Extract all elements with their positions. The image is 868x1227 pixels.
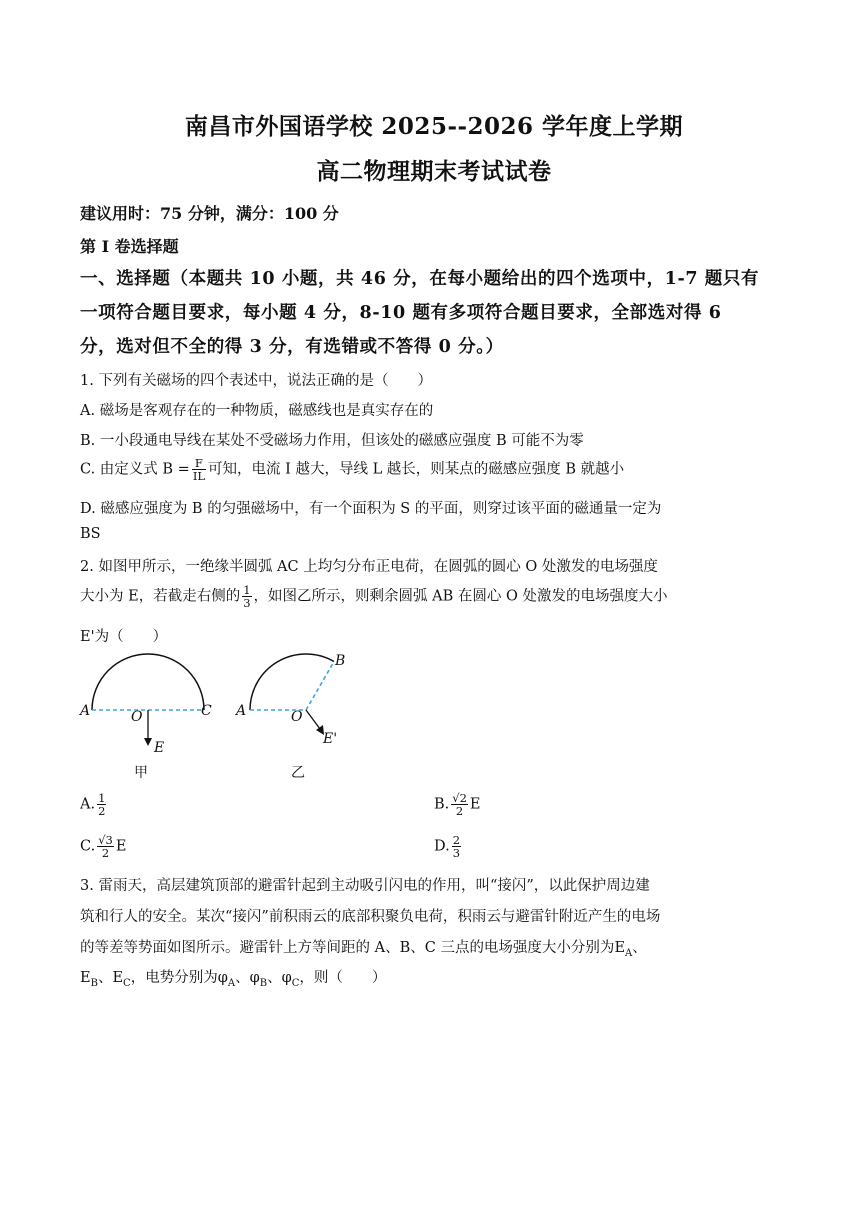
q2-option-b	[434, 792, 481, 817]
section1-instructions-line1: 一、选择题（本题共 10 小题，共 46 分，在每小题给出的四个选项中，1-7 题只有	[80, 269, 760, 289]
q3-stem-line3	[80, 936, 647, 959]
q2-option-d-denominator: 3	[452, 846, 461, 860]
semicircle-arc-ac	[92, 654, 204, 710]
q3-symbol-phib-sub: B	[259, 977, 268, 989]
q3-symbol-phib: φ	[249, 970, 260, 986]
q1-option-a: A. 磁场是客观存在的一种物质，磁感线也是真实存在的	[80, 403, 434, 419]
q1-option-c-suffix: 可知，电流 I 越大，导线 L 越长，则某点的磁感应强度 B 就越小	[208, 461, 625, 478]
q3-symbol-ea-sub: A	[625, 947, 633, 959]
q1-option-b: B. 一小段通电导线在某处不受磁场力作用，但该处的磁感应强度 B 可能不为零	[80, 433, 584, 449]
exam-title-line1: 南昌市外国语学校 2025--2026 学年度上学期	[184, 113, 684, 140]
radius-ob-dashed	[306, 662, 334, 711]
section1-instructions-line2: 一项符合题目要求，每小题 4 分，8-10 题有多项符合题目要求，全部选对得 6	[80, 303, 722, 323]
q3-line4-end: ，则（ ）	[299, 970, 387, 986]
q2-option-b-denominator: 2	[455, 804, 464, 818]
q2-option-c-fraction	[97, 834, 114, 859]
fig-yi-label-b: B	[335, 653, 346, 669]
q3-symbol-phic-sub: C	[291, 977, 300, 989]
q2-fraction-numerator: 1	[243, 583, 251, 597]
q3-sep-1: 、	[97, 970, 113, 986]
q3-stem-line1: 3. 雷雨天，高层建筑顶部的避雷针起到主动吸引闪电的作用，叫“接闪”，以此保护周边建	[80, 878, 650, 894]
q1-option-c	[80, 457, 624, 482]
q2-stem-line2	[80, 584, 667, 609]
q3-symbol-eb-sub: B	[90, 977, 98, 989]
q2-fraction	[242, 584, 251, 609]
q2-option-a-denominator: 2	[98, 804, 106, 818]
field-vector-e-arrowhead	[144, 738, 152, 746]
q3-symbol-ec: E	[112, 970, 124, 986]
q2-option-a-fraction	[97, 792, 106, 817]
q1-formula-denominator: IL	[192, 469, 206, 483]
q3-symbol-ec-sub: C	[123, 977, 131, 989]
q2-option-d-numerator: 2	[452, 833, 461, 847]
q1-stem: 1. 下列有关磁场的四个表述中，说法正确的是（ ）	[80, 373, 432, 389]
q3-stem-line4	[80, 966, 386, 989]
q2-option-c-suffix: E	[115, 838, 127, 855]
q3-line3-text: 的等差等势面如图所示。避雷针上方等间距的 A、B、C 三点的电场强度大小分别为	[80, 940, 615, 956]
q3-stem-line2: 筑和行人的安全。某次“接闪”前积雨云的底部积聚负电荷，积雨云与避雷针附近产生的电场	[80, 909, 661, 925]
q2-option-d-fraction	[452, 834, 461, 859]
q2-option-b-label: B.	[434, 796, 450, 813]
q2-stem-line1: 2. 如图甲所示，一绝缘半圆弧 AC 上均匀分布正电荷，在圆弧的圆心 O 处激发的电场强度	[80, 559, 658, 575]
q2-option-d	[434, 834, 463, 859]
q2-option-c	[80, 834, 126, 859]
q2-stem-line2-suffix: ，如图乙所示，则剩余圆弧 AB 在圆心 O 处激发的电场强度大小	[253, 588, 668, 605]
fig-jia-label-e: E	[154, 740, 165, 756]
fig-jia-label-o: O	[131, 709, 143, 725]
q2-option-b-numerator: √2	[452, 791, 467, 805]
q3-line4-mid: ，电势分别为	[130, 970, 218, 986]
fig-jia-label-c: C	[201, 703, 212, 719]
part-label: 第 I 卷选择题	[80, 237, 179, 256]
q3-symbol-ea: E	[614, 940, 626, 956]
q3-sep-3: 、	[267, 970, 282, 986]
fig-yi-label-a: A	[236, 703, 247, 719]
q3-symbol-eb: E	[80, 970, 91, 986]
q3-symbol-phia-sub: A	[227, 977, 236, 989]
q2-option-a-numerator: 1	[98, 791, 106, 805]
figure-jia	[80, 650, 220, 760]
q3-sep-2: 、	[235, 970, 250, 986]
fig-yi-label-o: O	[291, 709, 303, 725]
q3-line3-end: 、	[632, 940, 647, 956]
q1-formula-numerator: F	[192, 457, 206, 470]
field-vector-e-prime-line	[306, 710, 320, 729]
q1-option-c-prefix: C. 由定义式 B =	[80, 461, 190, 478]
q3-symbol-phic: φ	[281, 970, 292, 986]
q1-option-d-line1: D. 磁感应强度为 B 的匀强磁场中，有一个面积为 S 的平面，则穿过该平面的磁通量一定为	[80, 501, 662, 517]
fig-yi-caption: 乙	[291, 765, 305, 781]
fig-jia-label-a: A	[80, 703, 91, 719]
q2-option-c-numerator: √3	[98, 833, 113, 847]
q2-option-a-label: A.	[80, 796, 96, 813]
q2-stem-line3: E'为（ ）	[80, 629, 168, 645]
q2-option-a	[80, 792, 108, 817]
q2-option-d-label: D.	[434, 838, 450, 855]
q2-fraction-denominator: 3	[243, 596, 251, 610]
q2-stem-line2-prefix: 大小为 E，若截走右侧的	[80, 588, 241, 605]
q2-option-c-label: C.	[80, 838, 96, 855]
q2-option-b-fraction	[451, 792, 468, 817]
q3-symbol-phia: φ	[217, 970, 228, 986]
fig-jia-caption: 甲	[134, 765, 148, 781]
q1-option-d-line2: BS	[80, 526, 101, 542]
exam-title-line2: 高二物理期末考试试卷	[316, 158, 552, 185]
q1-formula-fraction	[192, 457, 206, 482]
q2-option-c-denominator: 2	[101, 846, 110, 860]
fig-yi-label-e-prime: E'	[323, 731, 338, 747]
section1-instructions-line3: 分，选对但不全的得 3 分，有选错或不答得 0 分。）	[80, 337, 504, 357]
time-info: 建议用时：75 分钟，满分：100 分	[80, 204, 339, 223]
q2-option-b-suffix: E	[469, 796, 481, 813]
